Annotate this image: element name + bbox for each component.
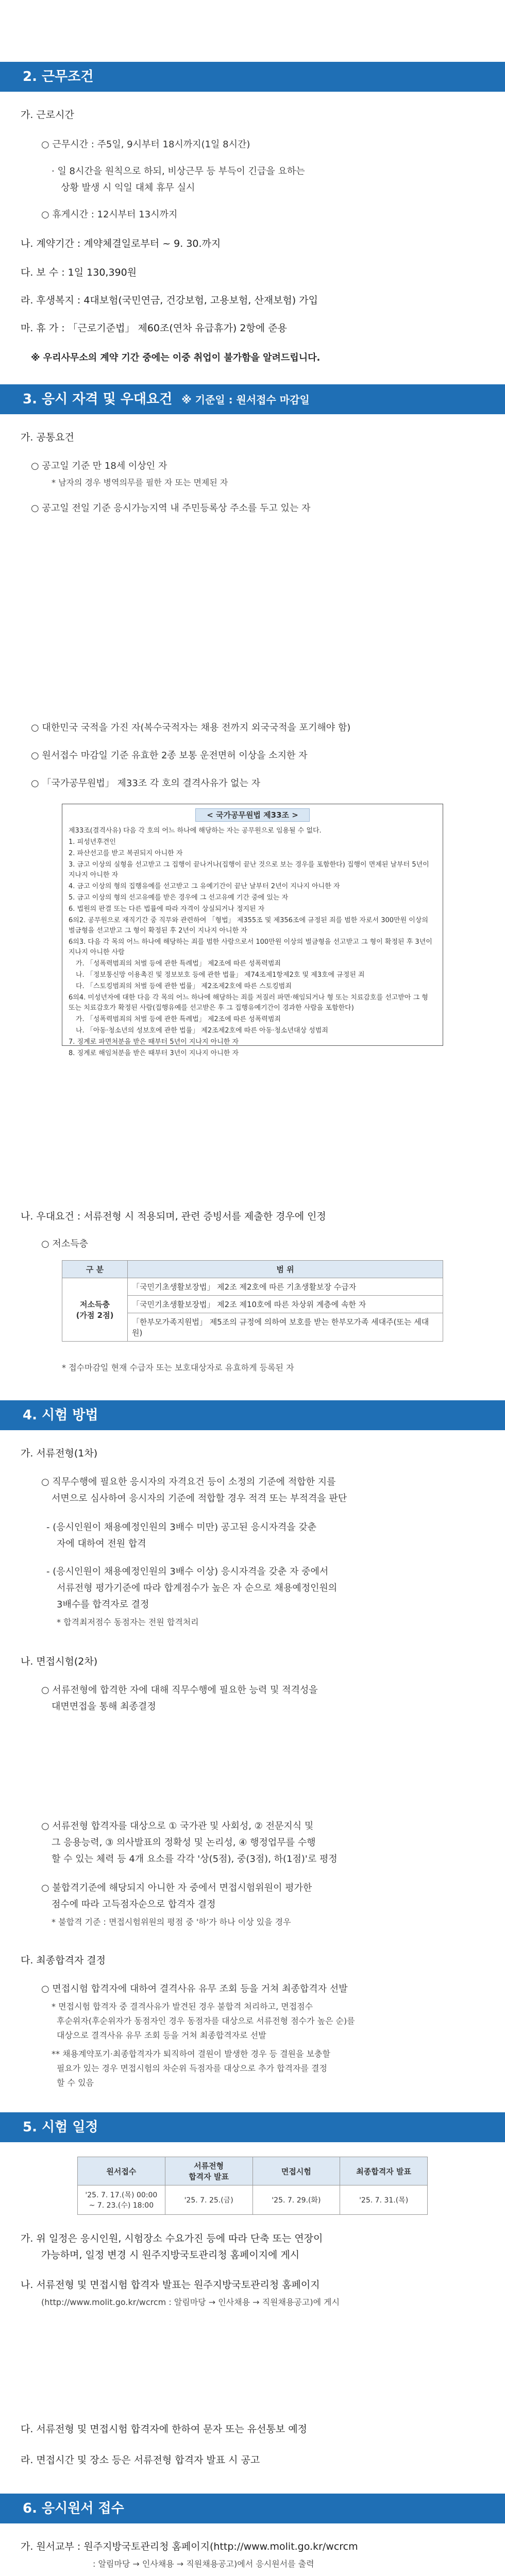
bullet-cont: 점수에 따라 고득점자순으로 합격자 결정 <box>52 1899 216 1910</box>
bullet-cont: 상황 발생 시 익일 대체 휴무 실시 <box>61 182 195 193</box>
bullet: ○ 불합격기준에 해당되지 아니한 자 중에서 면접시험위원이 평가한 <box>41 1883 312 1893</box>
subheading: 나. 계약기간 : 계약체결일로부터 ~ 9. 30.까지 <box>21 238 221 249</box>
law-line: 가. 「성폭력범죄의 처벌 등에 관한 특례법」 제2조에 따른 성폭력범죄 <box>76 960 281 968</box>
pref-points: (가점 2점) <box>76 1311 114 1320</box>
paragraph: 나. 서류전형 및 면접시험 합격자 발표는 원주지방국토관리청 홈페이지 <box>21 2279 320 2291</box>
subheading: 나. 우대요건 : 서류전형 시 적용되며, 관련 증빙서를 제출한 경우에 인정 <box>21 1211 326 1222</box>
schedule-header: 원서접수 <box>78 2157 165 2185</box>
bullet: ○ 서류전형에 합격한 자에 대해 직무수행에 필요한 능력 및 적격성을 <box>41 1685 318 1696</box>
note: * 불합격 기준 : 면접시험위원의 평점 중 '하'가 하나 이상 있을 경우 <box>52 1917 291 1927</box>
law-excerpt-box <box>62 804 443 1057</box>
bullet-cont: 3배수를 합격자로 결정 <box>57 1599 149 1610</box>
table-cell: 「한부모가족지원법」 제5조의 규정에 의하여 보호를 받는 한부모가족 세대주(또는 세대원) <box>128 1313 443 1342</box>
bullet: - (응시인원이 채용예정인원의 3배수 미만) 공고된 응시자격을 갖춘 <box>46 1522 317 1533</box>
bullet-cont: 대면면접을 통해 최종결정 <box>52 1701 156 1712</box>
bullet: ○ 휴게시간 : 12시부터 13시까지 <box>41 209 178 220</box>
paragraph: 라. 면접시간 및 장소 등은 서류전형 합격자 발표 시 공고 <box>21 2454 260 2466</box>
law-line: 5. 금고 이상의 형의 선고유예를 받은 경우에 그 선고유예 기간 중에 있는 자 <box>69 894 289 902</box>
law-line: 1. 피성년후견인 <box>69 838 116 846</box>
section-title: 2. 근무조건 <box>0 62 505 92</box>
bullet: ○ 공고일 기준 만 18세 이상인 자 <box>31 461 167 471</box>
section-title: 3. 응시 자격 및 우대요건 <box>23 392 173 407</box>
law-title: < 국가공무원법 제33조 > <box>195 808 310 822</box>
section-title: 6. 응시원서 접수 <box>0 2494 505 2523</box>
note: * 면접시험 합격자 중 결격사유가 발견된 경우 불합격 처리하고, 면접점수 <box>52 2002 313 2011</box>
law-line: 6의3. 다음 각 목의 어느 하나에 해당하는 죄를 범한 사람으로서 100만원 이상의 벌금형을 선고받고 그 형이 확정된 후 3년이 지나지 아니한 사람 <box>69 938 432 956</box>
subheading: 가. 근로시간 <box>21 109 74 121</box>
bullet: ○ 저소득층 <box>41 1239 88 1249</box>
subheading: 나. 면접시험(2차) <box>21 1656 98 1667</box>
law-line: 나. 「아동·청소년의 성보호에 관한 법률」 제2조제2호에 따른 아동·청소년대상 성범죄 <box>76 1027 328 1035</box>
note: 후순위자(후순위자가 동점자인 경우 동점자를 대상으로 서류전형 점수가 높은 순)를 <box>57 2016 355 2026</box>
notice: ※ 우리사무소의 계약 기간 중에는 이중 취업이 불가함을 알려드립니다. <box>31 352 321 363</box>
bullet: ○ 대한민국 국적을 가진 자(복수국적자는 채용 전까지 외국국적을 포기해야 함) <box>31 722 351 733</box>
link-text[interactable]: (http://www.molit.go.kr/wcrcm : 알림마당 → 인사채용 → 직원채용공고)에 게시 <box>41 2297 340 2307</box>
schedule-header: 최종합격자 발표 <box>340 2157 428 2185</box>
section-title: 4. 시험 방법 <box>0 1400 505 1430</box>
paragraph-cont: 가능하며, 일정 변경 시 원주지방국토관리청 홈페이지에 게시 <box>41 2249 300 2261</box>
section-title: 5. 시험 일정 <box>0 2112 505 2142</box>
table-cell-label <box>62 1278 128 1342</box>
subheading: 마. 휴 가 : 「근로기준법」 제60조(연차 유급휴가) 2항에 준용 <box>21 323 287 334</box>
note: 필요가 있는 경우 면접시험의 차순위 득점자를 대상으로 추가 합격자를 결정 <box>57 2063 327 2073</box>
note: ** 채용계약포기·최종합격자가 퇴직하여 결원이 발생한 경우 등 결원을 보충할 <box>52 2049 330 2059</box>
table-header: 범 위 <box>128 1261 443 1278</box>
law-line: 4. 금고 이상의 형의 집행유예를 선고받고 그 유예기간이 끝난 날부터 2년이 지나지 아니한 자 <box>69 883 340 890</box>
schedule-cell: '25. 7. 17.(목) 00:00 ~ 7. 23.(수) 18:00 <box>78 2185 165 2215</box>
bullet: ○ 직무수행에 필요한 응시자의 자격요건 등이 소정의 기준에 적합한 지를 <box>41 1477 336 1487</box>
note: 대상으로 결격사유 유무 조회 등을 거쳐 최종합격자로 선발 <box>57 2030 266 2040</box>
subheading: 가. 공통요건 <box>21 432 74 443</box>
schedule-cell: '25. 7. 31.(목) <box>340 2185 428 2215</box>
note: 할 수 있음 <box>57 2078 94 2088</box>
law-line: 다. 「스토킹범죄의 처벌 등에 관한 법률」 제2조제2호에 따른 스토킹범죄 <box>76 982 292 990</box>
schedule-cell: '25. 7. 29.(화) <box>252 2185 340 2215</box>
bullet: · 일 8시간을 원칙으로 하되, 비상근무 등 부득이 긴급을 요하는 <box>52 166 305 177</box>
schedule-header: 면접시험 <box>252 2157 340 2185</box>
preference-table <box>62 1260 443 1342</box>
bullet: ○ 「국가공무원법」 제33조 각 호의 결격사유가 없는 자 <box>31 778 261 789</box>
schedule-header: 서류전형 합격자 발표 <box>165 2157 252 2185</box>
subheading: 다. 최종합격자 결정 <box>21 1955 106 1966</box>
note: * 합격최저점수 동점자는 전원 합격처리 <box>57 1617 199 1627</box>
paragraph: 가. 위 일정은 응시인원, 시험장소 수요가진 등에 따라 단축 또는 연장이 <box>21 2233 323 2244</box>
bullet: ○ 원서접수 마감일 기준 유효한 2종 보통 운전면허 이상을 소지한 자 <box>31 750 308 761</box>
schedule-table <box>77 2157 428 2215</box>
law-line: 3. 금고 이상의 실형을 선고받고 그 집행이 끝나거나(집행이 끝난 것으로 보는 경우를 포함한다) 집행이 면제된 날부터 5년이 지나지 아니한 자 <box>69 861 429 879</box>
law-line: 제33조(결격사유) 다음 각 호의 어느 하나에 해당하는 자는 공무원으로 임용될 수 없다. <box>69 827 322 835</box>
table-header: 구 분 <box>62 1261 128 1278</box>
law-line: 나. 「정보통신망 이용촉진 및 정보보호 등에 관한 법률」 제74조제1항제2호 및 제3호에 규정된 죄 <box>76 971 365 979</box>
bullet-cont: 그 응용능력, ③ 의사발표의 정확성 및 논리성, ④ 행정업무를 수행 <box>52 1837 316 1848</box>
law-line: 6의2. 공무원으로 재직기간 중 직무와 관련하여 「형법」 제355조 및 제356조에 규정된 죄를 범한 자로서 300만원 이상의 벌금형을 선고받고 그 형이 확정된 후 2년이 지나지 아니한 자 <box>69 917 428 935</box>
paragraph: 가. 원서교부 : 원주지방국토관리청 홈페이지(http://www.molit.go.kr/wcrcm <box>21 2541 358 2552</box>
subheading: 라. 후생복지 : 4대보험(국민연금, 건강보험, 고용보험, 산재보험) 가입 <box>21 295 318 306</box>
pref-label: 저소득층 <box>80 1300 110 1309</box>
paragraph: 다. 서류전형 및 면접시험 합격자에 한하여 문자 또는 유선통보 예정 <box>21 2424 307 2435</box>
table-cell: 「국민기초생활보장법」 제2조 제10호에 따른 차상위 계층에 속한 자 <box>128 1296 443 1313</box>
bullet: ○ 공고일 전일 기준 응시가능지역 내 주민등록상 주소를 두고 있는 자 <box>31 503 311 514</box>
bullet-cont: 서류전형 평가기준에 따라 합계점수가 높은 자 순으로 채용예정인원의 <box>57 1583 338 1594</box>
paragraph-cont: : 알림마당 → 인사채용 → 직원채용공고)에서 응시원서를 출력 <box>93 2559 314 2569</box>
bullet-cont: 서면으로 심사하여 응시자의 기준에 적합할 경우 적격 또는 부적격을 판단 <box>52 1493 347 1504</box>
note: * 남자의 경우 병역의무를 필한 자 또는 면제된 자 <box>52 478 228 487</box>
law-line: 2. 파산선고를 받고 복권되지 아니한 자 <box>69 850 183 857</box>
subheading: 다. 보 수 : 1일 130,390원 <box>21 267 137 278</box>
section-title-qualifications <box>0 384 505 414</box>
bullet: ○ 면접시험 합격자에 대하여 결격사유 유무 조회 등을 거쳐 최종합격자 선발 <box>41 1984 348 1994</box>
bullet-cont: 할 수 있는 체력 등 4개 요소를 각각 '상(5점), 중(3점), 하(1점)'로 평정 <box>52 1854 338 1865</box>
note: * 접수마감일 현재 수급자 또는 보호대상자로 유효하게 등록된 자 <box>62 1363 294 1372</box>
subheading: 가. 서류전형(1차) <box>21 1448 98 1459</box>
bullet: - (응시인원이 채용예정인원의 3배수 이상) 응시자격을 갖춘 자 중에서 <box>46 1566 329 1577</box>
law-line: 7. 징계로 파면처분을 받은 때부터 5년이 지나지 아니한 자 <box>69 1038 239 1046</box>
bullet: ○ 서류전형 합격자를 대상으로 ① 국가관 및 사회성, ② 전문지식 및 <box>41 1821 314 1832</box>
law-line: 6. 법원의 판결 또는 다른 법률에 따라 자격이 상실되거나 정지된 자 <box>69 905 265 913</box>
law-line: 6의4. 미성년자에 대한 다음 각 목의 어느 하나에 해당하는 죄를 저질러 파면·해임되거나 형 또는 치료감호를 선고받아 그 형 또는 치료감호가 확정된 사람(집행유예를 선고받은 후 그 집행유예기간이 경과한 사람을 포함한다) <box>69 994 428 1012</box>
section-subtitle: ※ 기준일 : 원서접수 마감일 <box>181 394 310 406</box>
schedule-cell: '25. 7. 25.(금) <box>165 2185 252 2215</box>
bullet-cont: 자에 대하여 전원 합격 <box>57 1538 146 1549</box>
bullet: ○ 근무시간 : 주5일, 9시부터 18시까지(1일 8시간) <box>41 139 250 150</box>
table-cell: 「국민기초생활보장법」 제2조 제2호에 따른 기초생활보장 수급자 <box>128 1278 443 1296</box>
law-line: 가. 「성폭력범죄의 처벌 등에 관한 특례법」 제2조에 따른 성폭력범죄 <box>76 1015 281 1023</box>
law-line: 8. 징계로 해임처분을 받은 때부터 3년이 지나지 아니한 자 <box>69 1049 239 1057</box>
